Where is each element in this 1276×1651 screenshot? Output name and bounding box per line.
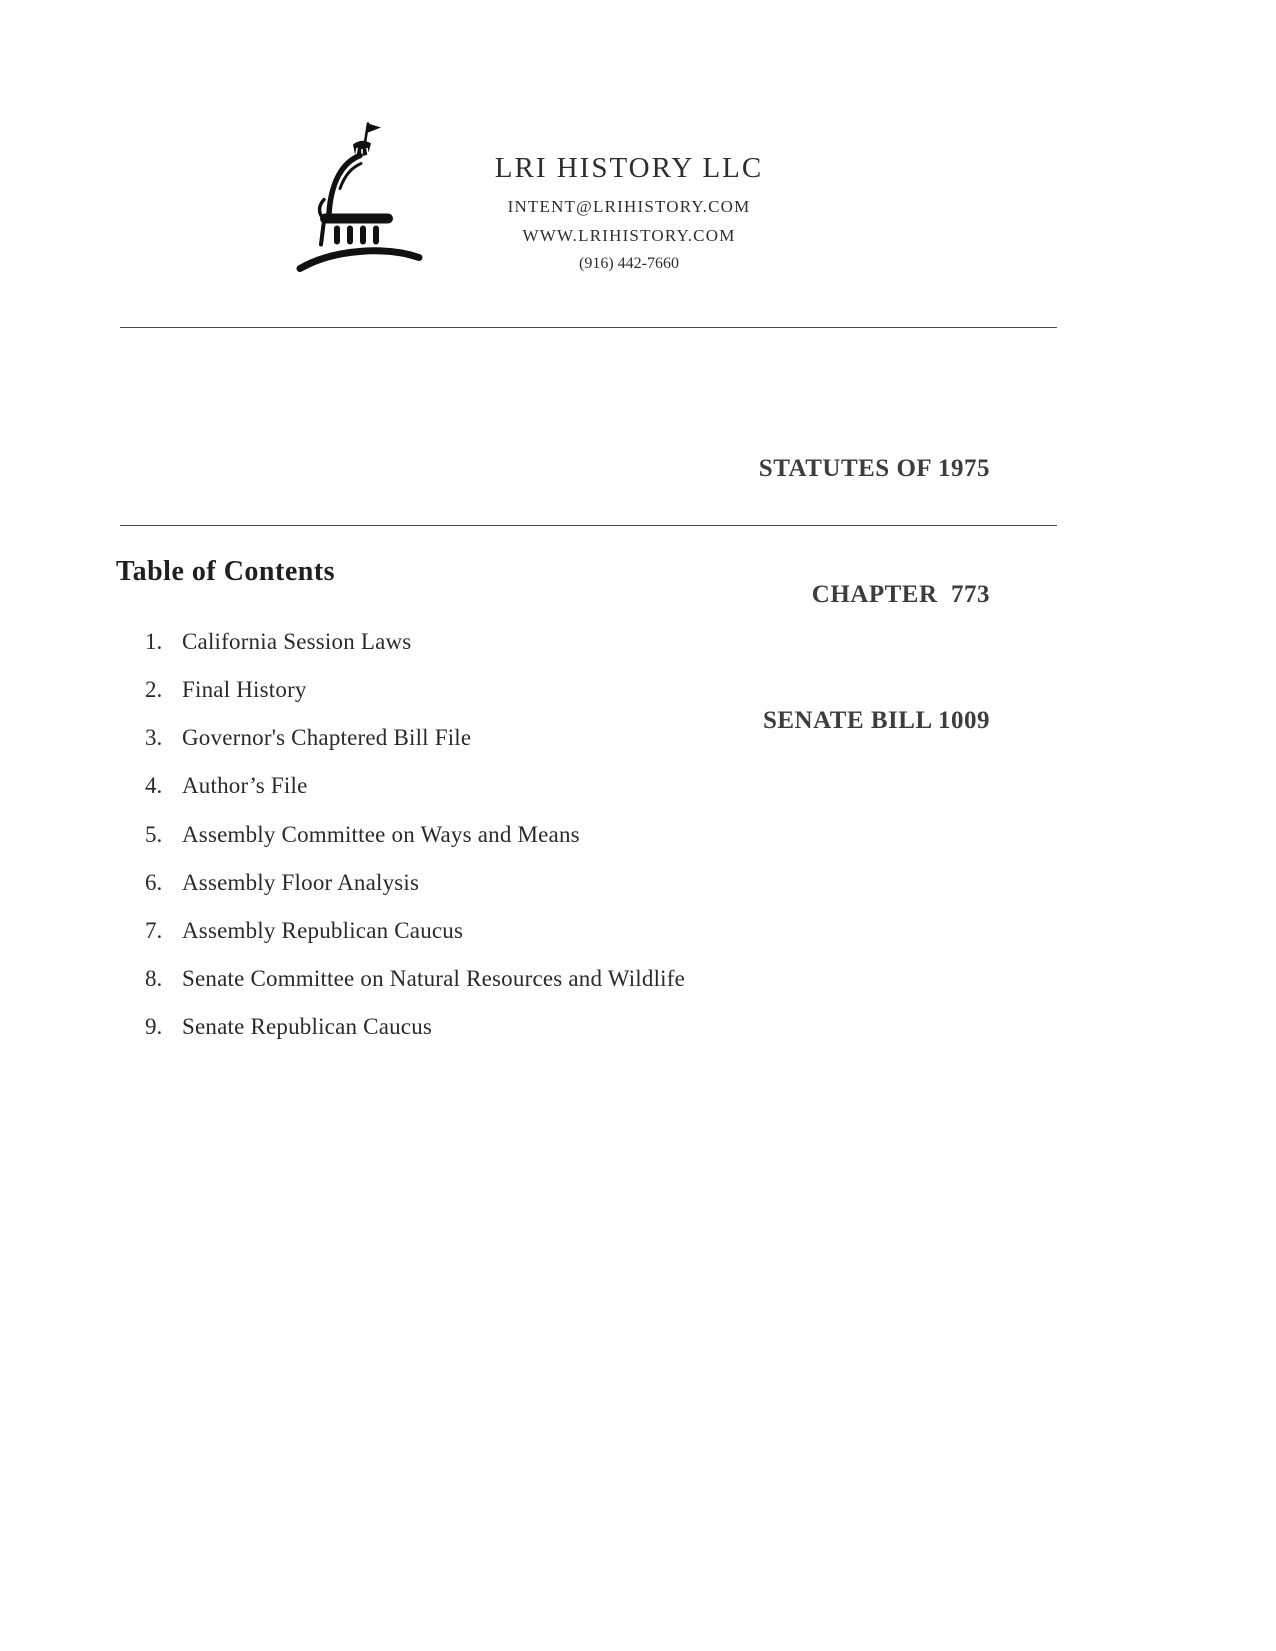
toc-item-number: 4.: [145, 773, 163, 799]
toc-item: [145, 726, 1076, 750]
toc-item-number: 3.: [145, 725, 163, 751]
divider-bottom: [120, 525, 1057, 526]
toc-item: [145, 774, 1076, 798]
toc-item-label: Assembly Republican Caucus: [182, 917, 464, 943]
toc-item-label: Senate Republican Caucus: [182, 1014, 433, 1040]
toc-item-label: Author’s File: [182, 773, 308, 799]
statutes-year-line: STATUTES OF 1975: [758, 455, 990, 482]
toc-item-label: Assembly Committee on Ways and Means: [182, 821, 580, 847]
company-email: INTENT@LRIHISTORY.COM: [507, 197, 751, 216]
toc-item-label: California Session Laws: [182, 629, 412, 654]
toc-list: [116, 630, 1076, 1039]
toc-item-number: 6.: [145, 869, 163, 895]
chapter-line: CHAPTER 773: [811, 581, 990, 608]
toc-item: [145, 1015, 1076, 1039]
toc-item: [145, 967, 1076, 991]
toc-item: [145, 823, 1076, 847]
company-website: WWW.LRIHISTORY.COM: [522, 226, 736, 245]
toc-item-number: 5.: [145, 821, 163, 847]
senate-bill-line: SENATE BILL 1009: [762, 707, 990, 734]
toc-item: [145, 630, 1076, 654]
toc-item: [145, 678, 1076, 702]
contact-block: [479, 118, 779, 273]
toc-heading: Table of Contents: [116, 556, 336, 587]
toc-item-label: Assembly Floor Analysis: [182, 869, 420, 895]
toc-item: [145, 871, 1076, 895]
toc-item-label: Governor's Chaptered Bill File: [182, 725, 472, 751]
letterhead: [295, 118, 779, 283]
toc-item: [145, 919, 1076, 943]
toc-item-number: 7.: [145, 917, 163, 943]
table-of-contents: [116, 556, 1076, 1063]
toc-item-number: 9.: [145, 1014, 163, 1040]
capitol-building-logo-icon: [295, 118, 445, 283]
toc-item-number: 2.: [145, 677, 163, 703]
toc-item-label: Final History: [182, 677, 307, 703]
company-name: LRI HISTORY LLC: [494, 152, 764, 184]
divider-top: [120, 327, 1057, 328]
toc-item-number: 8.: [145, 965, 163, 991]
toc-item-label: Senate Committee on Natural Resources and Wildlife: [182, 965, 686, 991]
company-phone: (916) 442-7660: [579, 255, 679, 272]
toc-item-number: 1.: [145, 629, 163, 654]
